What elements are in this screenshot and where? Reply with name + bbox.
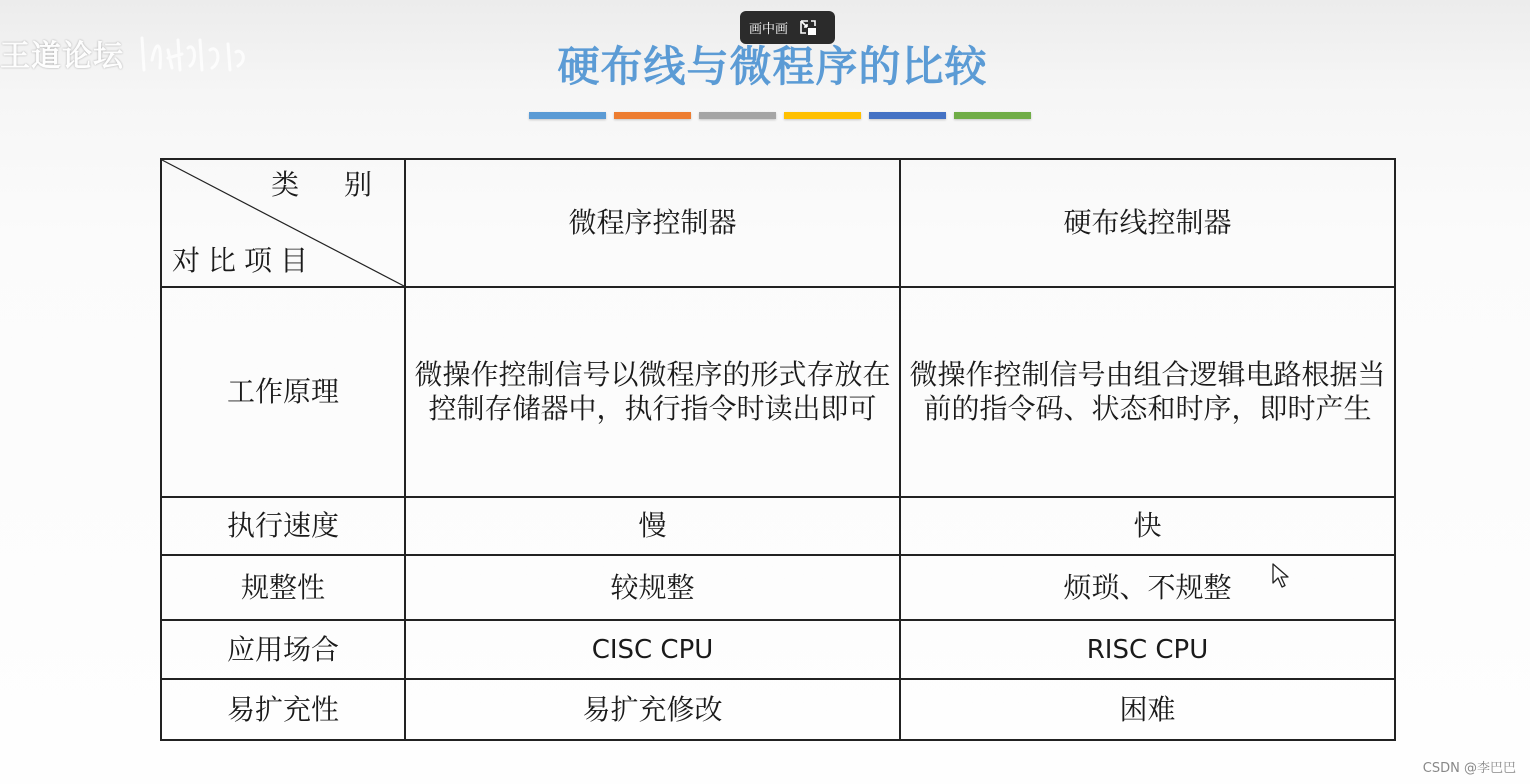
divider-bar-3 (699, 112, 776, 119)
microprogram-cell: 易扩充修改 (405, 679, 900, 740)
row-label: 易扩充性 (161, 679, 405, 740)
table-row (161, 287, 1395, 497)
corner-category-label: 类 别 (271, 168, 390, 201)
table-row (161, 555, 1395, 620)
mouse-pointer-icon (1272, 563, 1290, 589)
pip-label: 画中画 (749, 22, 789, 37)
title-divider (529, 112, 1039, 119)
microprogram-cell: 微操作控制信号以微程序的形式存放在控制存储器中，执行指令时读出即可 (405, 287, 900, 497)
comparison-table (160, 158, 1396, 741)
page-title: 硬布线与微程序的比较 (557, 42, 988, 91)
csdn-watermark: CSDN @李巴巴 (1422, 761, 1516, 776)
row-label: 执行速度 (161, 497, 405, 555)
row-label: 规整性 (161, 555, 405, 620)
table-row (161, 679, 1395, 740)
hardwired-cell: RISC CPU (900, 620, 1395, 679)
watermark-text: 王道论坛 (0, 39, 124, 74)
microprogram-cell: 较规整 (405, 555, 900, 620)
header-hardwired: 硬布线控制器 (900, 159, 1395, 287)
microprogram-cell: CISC CPU (405, 620, 900, 679)
corner-item-label: 对比项目 (172, 244, 317, 277)
hardwired-cell: 烦琐、不规整 (900, 555, 1395, 620)
divider-bar-1 (529, 112, 606, 119)
table-row (161, 497, 1395, 555)
hardwired-cell: 微操作控制信号由组合逻辑电路根据当前的指令码、状态和时序，即时产生 (900, 287, 1395, 497)
row-label: 工作原理 (161, 287, 405, 497)
divider-bar-5 (869, 112, 946, 119)
hardwired-cell: 快 (900, 497, 1395, 555)
microprogram-cell: 慢 (405, 497, 900, 555)
corner-header-cell (161, 159, 405, 287)
hardwired-cell: 困难 (900, 679, 1395, 740)
table-row (161, 620, 1395, 679)
table-header-row (161, 159, 1395, 287)
divider-bar-4 (784, 112, 861, 119)
divider-bar-6 (954, 112, 1031, 119)
header-microprogram: 微程序控制器 (405, 159, 900, 287)
divider-bar-2 (614, 112, 691, 119)
row-label: 应用场合 (161, 620, 405, 679)
